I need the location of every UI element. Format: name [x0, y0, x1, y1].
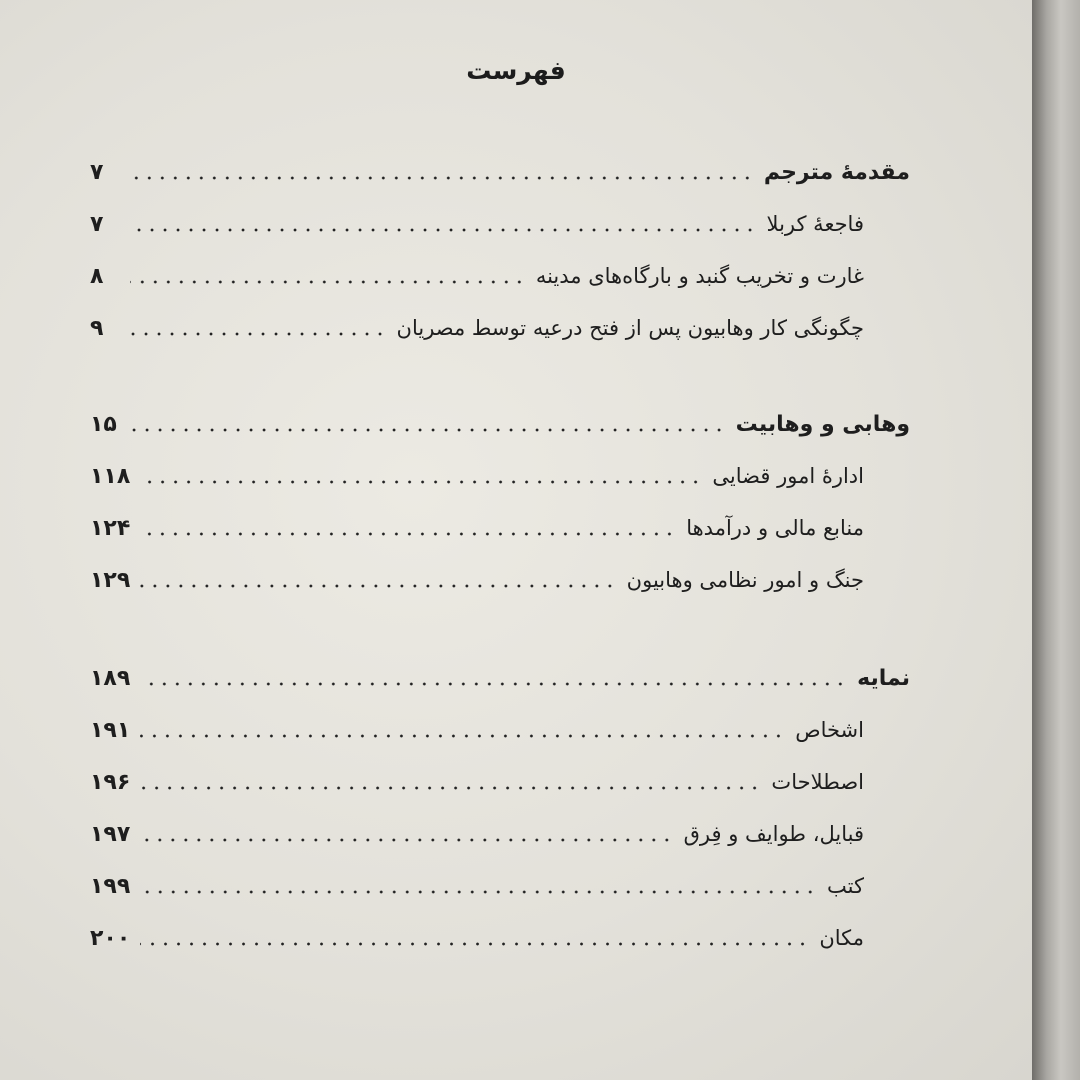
- toc-item-label: قبایل، طوایف و فِرق: [683, 822, 864, 846]
- toc-item-label: جنگ و امور نظامی وهابیون: [626, 568, 864, 592]
- toc-heading: [90, 398, 910, 450]
- toc-item-label: اشخاص: [795, 718, 864, 742]
- toc-item: [90, 756, 910, 808]
- toc-item: [90, 250, 910, 302]
- toc-item: [90, 302, 910, 354]
- toc-heading: [90, 146, 910, 198]
- toc-item: [90, 502, 910, 554]
- toc-item-label: چگونگی کار وهابیون پس از فتح درعیه توسط مصریان: [396, 316, 864, 340]
- toc-heading-page: ۱۵: [90, 411, 117, 437]
- dot-leader: [140, 786, 761, 790]
- toc-item-label: کتب: [827, 874, 864, 898]
- toc-item-label: غارت و تخریب گنبد و بارگاه‌های مدینه: [535, 264, 864, 288]
- toc-item: [90, 704, 910, 756]
- toc-item-label: فاجعهٔ کربلا: [766, 212, 864, 236]
- toc-item: [90, 198, 910, 250]
- dot-leader: [140, 682, 847, 686]
- toc-item-label: ادارهٔ امور قضایی: [712, 464, 864, 488]
- toc-heading-label: وهابی و وهابیت: [735, 411, 910, 437]
- dot-leader: [130, 228, 757, 232]
- dot-leader: [130, 176, 754, 180]
- toc-item-page: ۷: [90, 211, 104, 237]
- page-edge: [1032, 0, 1080, 1080]
- toc-item-page: ۱۹۱: [90, 717, 131, 743]
- dot-leader: [130, 280, 526, 284]
- page-title: فهرست: [466, 56, 566, 85]
- dot-leader: [140, 532, 676, 536]
- toc-item: [90, 808, 910, 860]
- dot-leader: [140, 942, 809, 946]
- toc-item-page: ۲۰۰: [90, 925, 131, 951]
- dot-leader: [140, 838, 673, 842]
- toc-item-page: ۸: [90, 263, 104, 289]
- toc-item: [90, 450, 910, 502]
- dot-leader: [140, 584, 616, 588]
- toc-heading-label: نمایه: [857, 665, 910, 691]
- toc-item-page: ۱۱۸: [90, 463, 131, 489]
- toc-heading-page: ۱۸۹: [90, 665, 131, 691]
- dot-leader: [130, 332, 387, 336]
- toc-section-index: [90, 652, 910, 964]
- toc-item-page: ۱۹۷: [90, 821, 131, 847]
- toc-item-page: ۱۹۹: [90, 873, 131, 899]
- toc-item-page: ۱۲۹: [90, 567, 131, 593]
- toc-item: [90, 912, 910, 964]
- toc-section-translator-intro: [90, 146, 910, 354]
- toc-item: [90, 554, 910, 606]
- toc-heading-page: ۷: [90, 159, 104, 185]
- toc-item-page: ۱۲۴: [90, 515, 131, 541]
- dot-leader: [140, 480, 702, 484]
- toc-item-label: مکان: [819, 926, 864, 950]
- toc-heading: [90, 652, 910, 704]
- toc-item-label: اصطلاحات: [771, 770, 864, 794]
- dot-leader: [140, 734, 785, 738]
- dot-leader: [140, 890, 817, 894]
- toc-heading-label: مقدمهٔ مترجم: [763, 159, 910, 185]
- dot-leader: [130, 428, 726, 432]
- toc-item: [90, 860, 910, 912]
- toc-item-label: منابع مالی و درآمدها: [686, 516, 864, 540]
- toc-section-wahhabism: [90, 398, 910, 606]
- toc-item-page: ۹: [90, 315, 104, 341]
- toc-item-page: ۱۹۶: [90, 769, 131, 795]
